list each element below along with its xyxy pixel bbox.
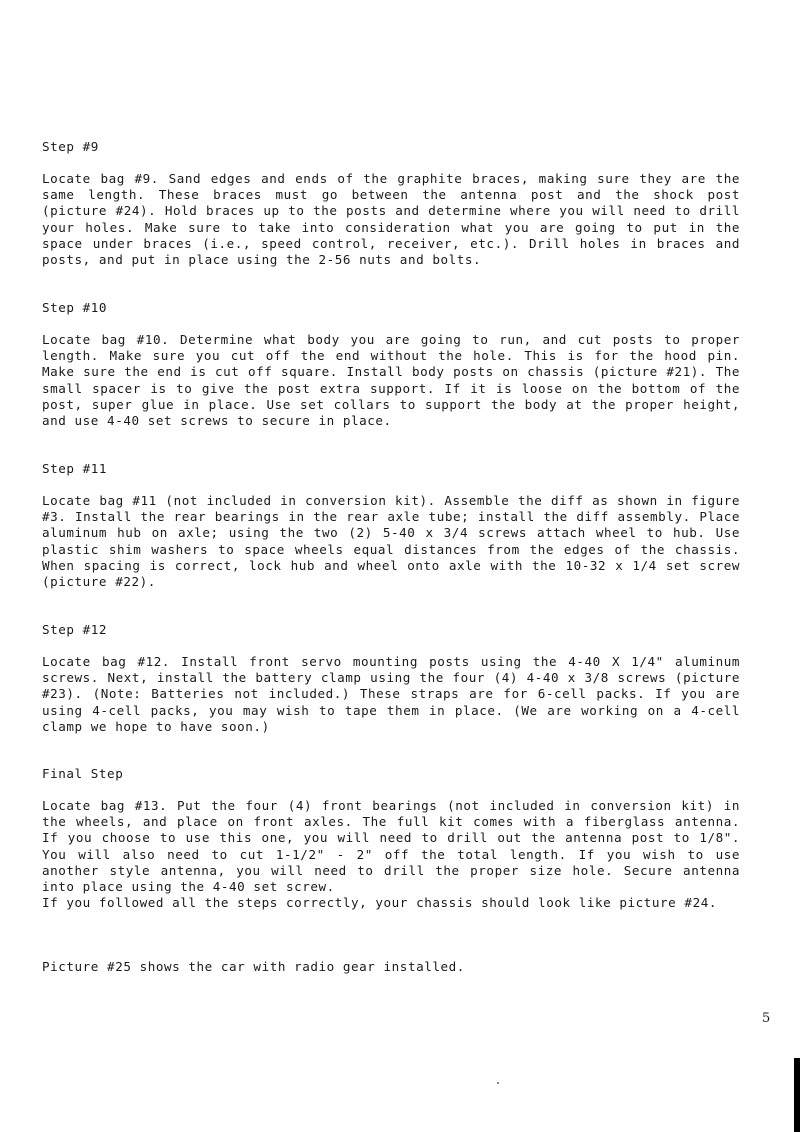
page-number: 5 — [762, 1011, 771, 1026]
final-step-paragraph: Locate bag #13. Put the four (4) front bearings (not included in conversion kit) in the wheels, and place on front axles. The full kit comes with a fiberglass antenna. If you choose to use this one, you will need to drill out the antenna post to 1/8". You will also need to cut 1-1/2" - 2" off the total length. If you wish to use another style antenna, you will need to drill the proper size hole. Secure antenna into place using the 4-40 set screw. If you followed all the steps correctly, your chassis should look like picture #24. — [42, 798, 740, 911]
step-12-heading: Step #12 — [42, 622, 108, 637]
step-10-heading: Step #10 — [42, 300, 108, 315]
step-9-heading: Step #9 — [42, 139, 99, 154]
final-step-heading: Final Step — [42, 766, 124, 781]
closing-note: Picture #25 shows the car with radio gear installed. — [42, 959, 465, 974]
scan-edge-mark — [794, 1058, 800, 1132]
step-9-paragraph: Locate bag #9. Sand edges and ends of the graphite braces, making sure they are the same length. These braces must go between the antenna post and the shock post (picture #24). Hold braces up to the posts and determine where you will need to drill your holes. Make sure to take into consideration what you are going to put in the space under braces (i.e., speed control, receiver, etc.). Drill holes in braces and posts, and put in place using the 2-56 nuts and bolts. — [42, 171, 740, 268]
step-11-heading: Step #11 — [42, 461, 108, 476]
step-12-paragraph: Locate bag #12. Install front servo mounting posts using the 4-40 X 1/4" aluminum screws. Next, install the battery clamp using the four (4) 4-40 x 3/8 screws (picture #23). (Note: Batteries not included.) These straps are for 6-cell packs. If you are using 4-cell packs, you may wish to tape them in place. (We are working on a 4-cell clamp we hope to have soon.) — [42, 654, 740, 734]
scan-speck — [497, 1082, 499, 1084]
step-10-paragraph: Locate bag #10. Determine what body you are going to run, and cut posts to proper length. Make sure you cut off the end without the hole. This is for the hood pin. Make sure the end is cut off square. Install body posts on chassis (picture #21). The small spacer is to give the post extra support. If it is loose on the bottom of the post, super glue in place. Use set collars to support the body at the proper height, and use 4-40 set screws to secure in place. — [42, 332, 740, 429]
step-11-paragraph: Locate bag #11 (not included in conversion kit). Assemble the diff as shown in figure #3. Install the rear bearings in the rear axle tube; install the diff assembly. Place aluminum hub on axle; using the two (2) 5-40 x 3/4 screws attach wheel to hub. Use plastic shim washers to space wheels equal distances from the edges of the chassis. When spacing is correct, lock hub and wheel onto axle with the 10-32 x 1/4 set screw (picture #22). — [42, 493, 740, 590]
